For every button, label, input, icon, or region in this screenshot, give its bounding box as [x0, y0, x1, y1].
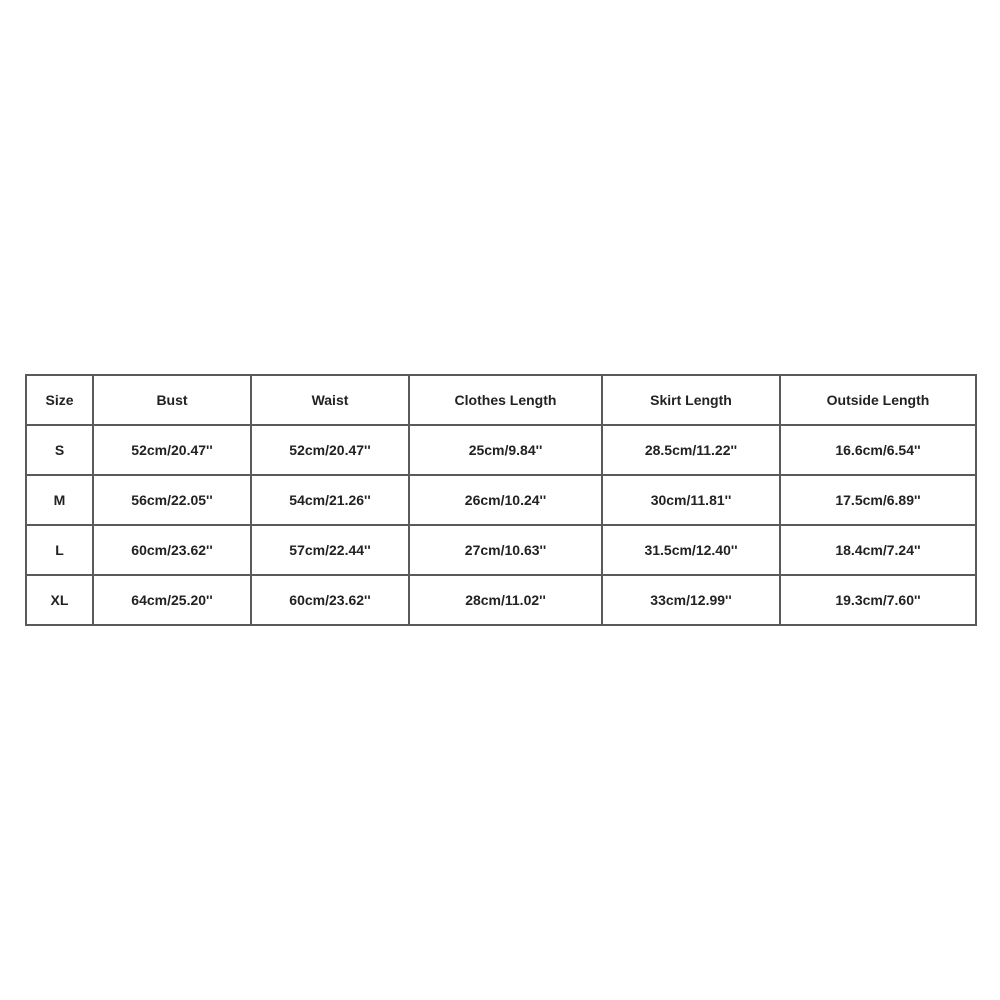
table-row-m — [26, 475, 976, 525]
cell-size: M — [26, 475, 93, 525]
cell-bust: 60cm/23.62'' — [93, 525, 251, 575]
cell-clothes-length: 28cm/11.02'' — [409, 575, 602, 625]
table-row-l — [26, 525, 976, 575]
table-row-s — [26, 425, 976, 475]
cell-clothes-length: 25cm/9.84'' — [409, 425, 602, 475]
cell-skirt-length: 30cm/11.81'' — [602, 475, 780, 525]
cell-size: L — [26, 525, 93, 575]
cell-clothes-length: 26cm/10.24'' — [409, 475, 602, 525]
cell-outside-length: 19.3cm/7.60'' — [780, 575, 976, 625]
header-clothes-length: Clothes Length — [409, 375, 602, 425]
header-row — [26, 375, 976, 425]
cell-skirt-length: 31.5cm/12.40'' — [602, 525, 780, 575]
header-outside-length: Outside Length — [780, 375, 976, 425]
cell-size: XL — [26, 575, 93, 625]
cell-skirt-length: 33cm/12.99'' — [602, 575, 780, 625]
header-waist: Waist — [251, 375, 409, 425]
table-row-xl — [26, 575, 976, 625]
cell-size: S — [26, 425, 93, 475]
cell-outside-length: 18.4cm/7.24'' — [780, 525, 976, 575]
header-skirt-length: Skirt Length — [602, 375, 780, 425]
cell-skirt-length: 28.5cm/11.22'' — [602, 425, 780, 475]
cell-bust: 56cm/22.05'' — [93, 475, 251, 525]
cell-bust: 52cm/20.47'' — [93, 425, 251, 475]
header-bust: Bust — [93, 375, 251, 425]
size-chart-table — [25, 374, 977, 626]
cell-waist: 57cm/22.44'' — [251, 525, 409, 575]
cell-waist: 54cm/21.26'' — [251, 475, 409, 525]
header-size: Size — [26, 375, 93, 425]
cell-clothes-length: 27cm/10.63'' — [409, 525, 602, 575]
cell-bust: 64cm/25.20'' — [93, 575, 251, 625]
cell-outside-length: 16.6cm/6.54'' — [780, 425, 976, 475]
cell-waist: 60cm/23.62'' — [251, 575, 409, 625]
cell-outside-length: 17.5cm/6.89'' — [780, 475, 976, 525]
cell-waist: 52cm/20.47'' — [251, 425, 409, 475]
